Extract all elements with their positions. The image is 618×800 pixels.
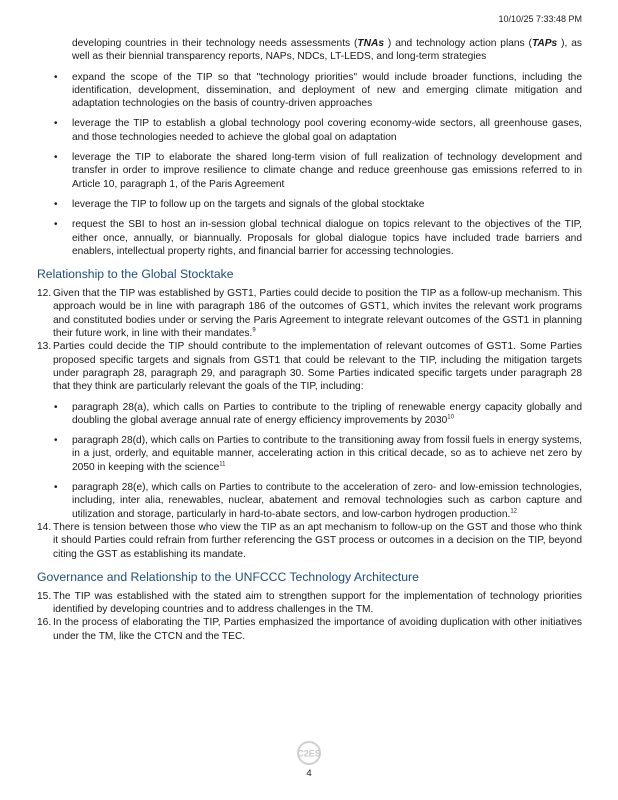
paragraph-16: 16. In the process of elaborating the TIP, Parties emphasized the importance of avoiding duplication with other initiatives under the TM, like the CTCN and the TEC.	[37, 617, 582, 642]
intro-continuation: developing countries in their technology needs assessments (TNAs ) and technology action plans (TAPs ), as well as their biennial transparency reports, NAPs, NDCs, LT-LEDS, and long-term strategies	[72, 38, 582, 63]
c2es-logo	[294, 741, 324, 765]
tnas-acronym: TNAs	[357, 38, 385, 49]
paragraph-number: 13.	[37, 341, 52, 353]
bullet-item: • leverage the TIP to establish a global technology pool covering economy-wide sectors, all greenhouse gases, and those technologies needed to achieve the global goal on adaptation	[37, 117, 582, 144]
footnote-ref: 9	[252, 327, 256, 334]
footnote-ref: 12	[510, 508, 517, 515]
bullet-item: • expand the scope of the TIP so that "technology priorities" would include broader functions, including the identification, development, dissemination, and deployment of new and emerging climate mitigation and adaptation technologies on the basis of country-driven approaches	[37, 71, 582, 111]
logo-text: C2ES	[297, 748, 321, 759]
footnote-ref: 10	[447, 414, 454, 421]
print-timestamp: 10/10/25 7:33:48 PM	[498, 14, 582, 24]
paragraph-15: 15. The TIP was established with the stated aim to strengthen support for the implementation of technology priorities identified by developing countries and to address challenges in the TM.	[37, 590, 582, 616]
bullet-item: • leverage the TIP to follow up on the targets and signals of the global stocktake	[37, 198, 582, 211]
paragraph-number: 12.	[37, 288, 52, 300]
paragraph-number: 16.	[37, 617, 52, 629]
sub-bullet-item: • paragraph 28(a), which calls on Parties to contribute to the tripling of renewable energy capacity globally and doubling the global average annual rate of energy efficiency improvements by 2030$^{10}$	[37, 401, 582, 428]
page-content	[37, 37, 582, 643]
sub-bullet-item: • paragraph 28(d), which calls on Parties to contribute to the transitioning away from fossil fuels in energy systems, in a just, orderly, and equitable manner, accelerating action in this critical decade, so as to achieve net zero by 2050 in keeping with the science$^{11}$	[37, 434, 582, 474]
taps-acronym: TAPs	[531, 38, 558, 49]
paragraph-13: 13. Parties could decide the TIP should contribute to the implementation of relevant outcomes of GST1. Some Parties proposed specific targets and signals from GST1 that could be relevant to the TIP, including the mitigation targets under paragraph 28, paragraph 29, and paragraph 30. Some Parties indicated specific targets under paragraph 28 that they think are particularly relevant the goals of the TIP, including:	[37, 341, 582, 393]
bullet-item: • request the SBI to host an in-session global technical dialogue on topics relevant to the objectives of the TIP, either once, annually, or biannually. Proposals for global dialogue topics have included trade barriers and enablers, intellectual property rights, and financial barrier for accessing technologies.	[37, 218, 582, 258]
bullet-item: • leverage the TIP to elaborate the shared long-term vision of full realization of technology development and transfer in order to improve resilience to climate change and reduce greenhouse gas emissions referred to in Article 10, paragraph 1, of the Paris Agreement	[37, 151, 582, 191]
paragraph-13-sublist	[37, 401, 582, 521]
proposal-bullet-list	[37, 71, 582, 259]
sub-bullet-item: • paragraph 28(e), which calls on Parties to contribute to the acceleration of zero- and low-emission technologies, including, inter alia, renewables, nuclear, abatement and removal technologies such as carbon capture and utilization and storage, particularly in hard-to-abate sectors, and low-carbon hydrogen production.$^{12}$	[37, 481, 582, 521]
section-heading-governance: Governance and Relationship to the UNFCCC Technology Architecture	[37, 569, 419, 584]
paragraph-14: 14. There is tension between those who view the TIP as an apt mechanism to follow-up on the GST and those who think it should Parties could refrain from further referencing the GST process or outcomes in a decision on the TIP, beyond citing the GST as establishing its mandate.	[37, 521, 582, 560]
paragraph-number: 14.	[37, 521, 52, 533]
page-number: 4	[306, 768, 312, 779]
paragraph-number: 15.	[37, 590, 52, 602]
section-heading-global-stocktake: Relationship to the Global Stocktake	[37, 267, 234, 282]
footnote-ref: 11	[219, 461, 226, 468]
paragraph-12: 12. Given that the TIP was established by GST1, Parties could decide to position the TIP as a follow-up mechanism. This approach would be in line with paragraph 186 of the outcomes of GST1, which invites the relevant work programs and constituted bodies under or serving the Paris Agreement to integrate relevant outcomes of the GST1 in planning their future work, in line with their mandates.$^9$	[37, 288, 582, 340]
